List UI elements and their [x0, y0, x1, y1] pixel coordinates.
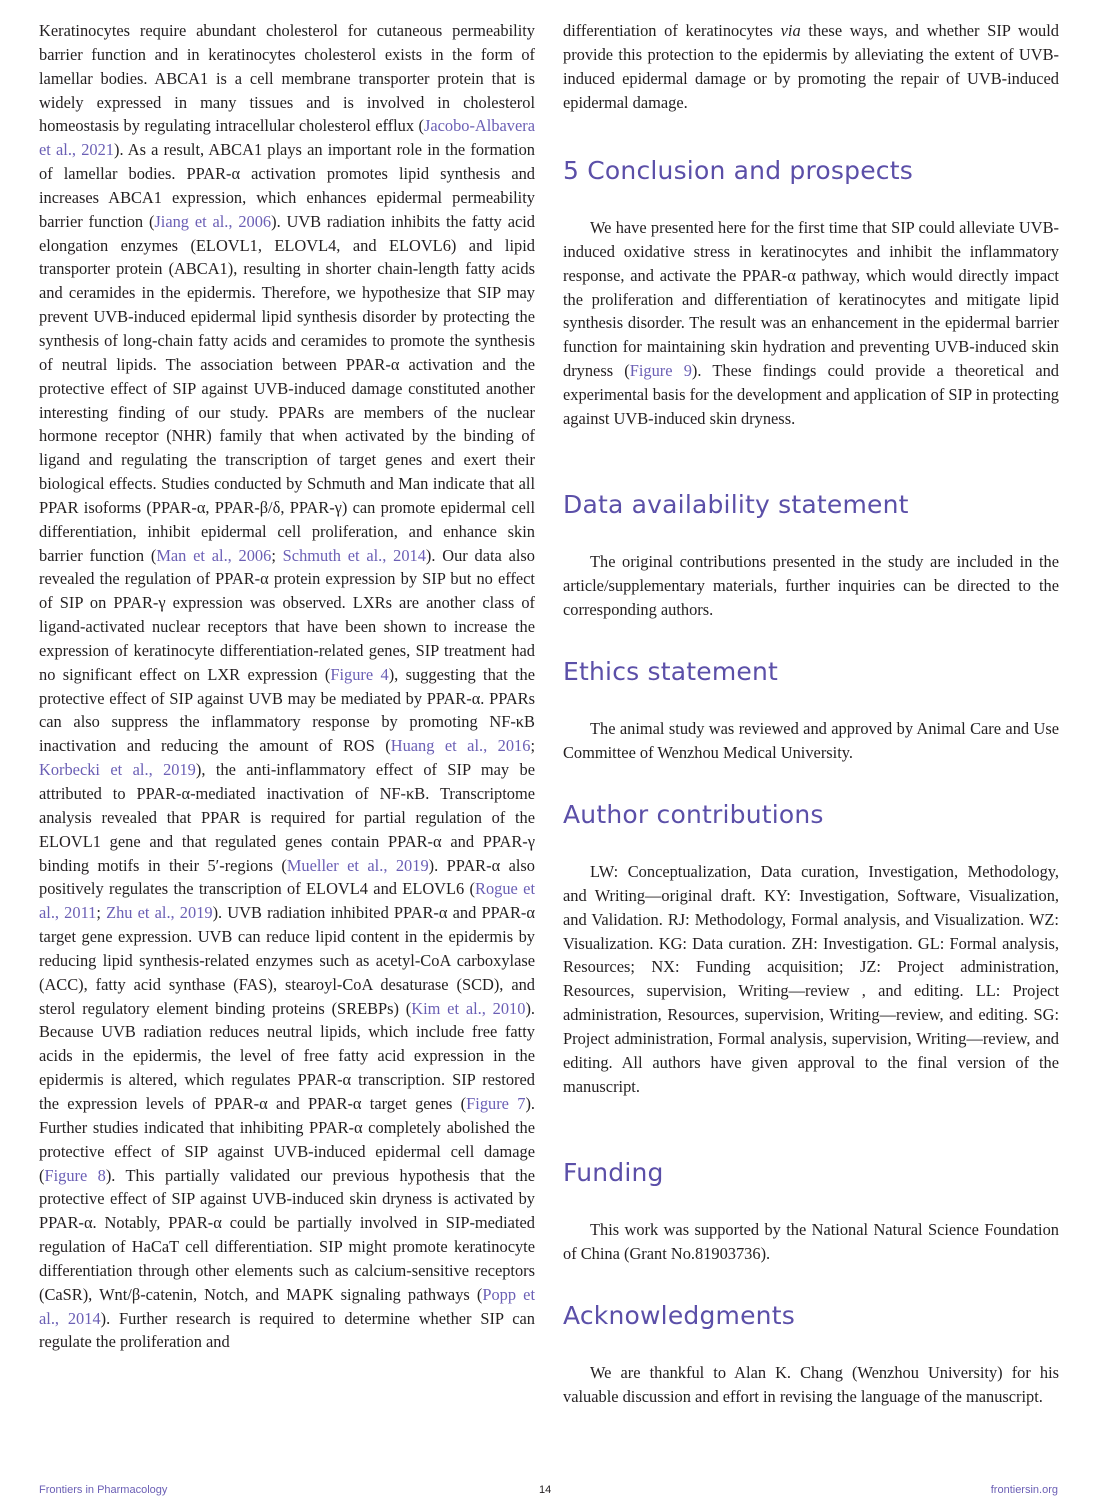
text-span: ). UVB radiation inhibited PPAR-α and PPAR-α target gene expression. UVB can reduce lipid content in the epidermis by reducing lipid synthesis-related enzymes such as acetyl-CoA carboxylase (ACC), fatty acid synthase (FAS), stearoyl-CoA desaturase (SCD), and sterol regulatory element binding proteins (SREBPs) ( [39, 903, 535, 1018]
text-span: ). Further research is required to determine whether SIP can regulate the proliferation and [39, 1308, 535, 1352]
citation-link[interactable]: Zhu et al., 2019 [106, 903, 213, 923]
ethics-paragraph: The animal study was reviewed and approved by Animal Care and Use Committee of Wenzhou Medical University. [563, 719, 1059, 762]
left-column [39, 19, 535, 1354]
citation-link[interactable]: Figure 7 [466, 1093, 526, 1113]
text-span: differentiation of keratinocytes [563, 21, 781, 40]
author-contributions-paragraph: LW: Conceptualization, Data curation, Investigation, Methodology, and Writing—original draft. KY: Investigation, Software, Visualization, and Validation. RJ: Methodology, Formal analysis, and Visualization. WZ: Visualization. KG: Data curation. ZH: Investigation. GL: Formal analysis, Resources; NX: Funding acquisition; JZ: Project administration, Resources, supervision, Writing—review , and editing. LL: Project administration, Resources, supervision, Writing—review, and editing. SG: Project administration, Formal analysis, supervision, Writing—review, and editing. All authors have given approval to the final version of the manuscript. [563, 862, 1059, 1096]
section-heading-conclusion: 5 Conclusion and prospects [563, 156, 913, 185]
citation-link[interactable]: Jiang et al., 2006 [154, 211, 272, 231]
text-span: ). Further studies indicated that inhibiting PPAR-α completely abolished the protective effect of SIP against UVB-induced epidermal cell damage ( [39, 1093, 535, 1185]
section-data-availability [563, 490, 1059, 622]
text-span: ). PPAR-α also positively regulates the transcription of ELOVL4 and ELOVL6 ( [39, 855, 535, 899]
section-author-contributions [563, 800, 1059, 1098]
citation-link[interactable]: Man et al., 2006 [156, 545, 272, 565]
text-span: ). This partially validated our previous hypothesis that the protective effect of SIP against UVB-induced skin dryness is activated by PPAR-α. Notably, PPAR-α could be partially involved in SIP-mediated regulation of HaCaT cell differentiation. SIP might promote keratinocyte differentiation through other elements such as calcium-sensitive receptors (CaSR), Wnt/β-catenin, Notch, and MAPK signaling pathways ( [39, 1165, 535, 1304]
text-span: ). As a result, ABCA1 plays an important role in the formation of lamellar bodies. PPAR-α activation promotes lipid synthesis and increases ABCA1 expression, which enhances epidermal permeability barrier function ( [39, 140, 535, 231]
text-span: Keratinocytes require abundant cholesterol for cutaneous permeability barrier function and in keratinocytes cholesterol exists in the form of lamellar bodies. ABCA1 is a cell membrane transporter protein that is widely expressed in many tissues and is involved in cholesterol homeostasis by regulating intracellular cholesterol efflux ( [39, 21, 535, 136]
text-span: ). UVB radiation inhibits the fatty acid elongation enzymes (ELOVL1, ELOVL4, and ELOVL6) and lipid transporter protein (ABCA1), resulting in shorter chain-length fatty acids and ceramides in the epidermis. Therefore, we hypothesize that SIP may prevent UVB-induced epidermal lipid synthesis disorder by protecting the synthesis of long-chain fatty acids and ceramides to promote the synthesis of neutral lipids. The association between PPAR-α activation and the protective effect of SIP against UVB-induced damage constituted another interesting finding of our study. PPARs are members of the nuclear hormone receptor (NHR) family that when activated by the binding of ligand and regulating the transcription of target genes and exert their biological effects. Studies conducted by Schmuth and Man indicate that all PPAR isoforms (PPAR-α, PPAR-β/δ, PPAR-γ) can promote epidermal cell differentiation, inhibit epidermal cell proliferation, and enhance skin barrier function ( [39, 211, 535, 565]
citation-link[interactable]: Schmuth et al., 2014 [282, 545, 426, 565]
continuation-paragraph [563, 19, 1059, 114]
citation-link[interactable]: Jacobo-Albavera et al., 2021 [39, 116, 535, 160]
italic-via: via [780, 21, 801, 40]
citation-link[interactable]: Huang et al., 2016 [390, 736, 531, 756]
text-span: ; [96, 903, 107, 923]
footer-journal-name: Frontiers in Pharmacology [39, 1484, 168, 1496]
section-funding [563, 1158, 1059, 1266]
footer-site-link[interactable]: frontiersin.org [990, 1484, 1058, 1496]
citation-link-figure-9[interactable]: Figure 9 [629, 361, 692, 381]
text-span: ), the anti-inflammatory effect of SIP may be attributed to PPAR-α-mediated inactivation of NF-κB. Transcriptome analysis revealed that PPAR is required for partial regulation of the ELOVL1 gene and that regulated genes contain PPAR-α and PPAR-γ binding motifs in their 5′-regions ( [39, 760, 535, 875]
data-availability-paragraph: The original contributions presented in the study are included in the article/supplementary materials, further inquiries can be directed to the corresponding authors. [563, 552, 1059, 619]
text-span: these ways, and whether SIP would provide this protection to the epidermis by alleviating the extent of UVB-induced epidermal damage or by promoting the repair of UVB-induced epidermal damage. [563, 21, 1059, 112]
citation-link[interactable]: Korbecki et al., 2019 [39, 760, 196, 780]
section-acknowledgments [563, 1301, 1059, 1409]
citation-link[interactable]: Rogue et al., 2011 [39, 879, 535, 923]
conclusion-paragraph [563, 216, 1059, 431]
footer-page-number: 14 [539, 1484, 552, 1496]
text-span: ). Our data also revealed the regulation of PPAR-α protein expression by SIP but no effect of SIP on PPAR-γ expression was observed. LXRs are another class of ligand-activated nuclear receptors that have been shown to increase the expression of keratinocyte differentiation-related genes, SIP treatment had no significant effect on LXR expression ( [39, 545, 535, 684]
text-span: ). These findings could provide a theoretical and experimental basis for the development and application of SIP in protecting against UVB-induced skin dryness. [563, 361, 1059, 428]
text-span: ). Because UVB radiation reduces neutral lipids, which include free fatty acids in the epidermis, the level of free fatty acid expression in the epidermis is altered, which regulates PPAR-α transcription. SIP restored the expression levels of PPAR-α and PPAR-α target genes ( [39, 998, 535, 1113]
text-span: ; [530, 736, 536, 756]
section-heading-author-contributions: Author contributions [563, 800, 824, 829]
citation-link[interactable]: Popp et al., 2014 [39, 1284, 535, 1328]
citation-link[interactable]: Kim et al., 2010 [411, 998, 526, 1018]
text-span: We have presented here for the first time that SIP could alleviate UVB-induced oxidative stress in keratinocytes and inhibit the inflammatory response, and activate the PPAR-α pathway, which would directly impact the proliferation and differentiation of keratinocytes and mitigate lipid synthesis disorder. The result was an enhancement in the epidermal barrier function for maintaining skin hydration and preventing UVB-induced skin dryness ( [563, 218, 1059, 381]
citation-link[interactable]: Figure 8 [44, 1165, 106, 1185]
section-heading-data-availability: Data availability statement [563, 490, 909, 519]
section-conclusion [563, 156, 1059, 431]
discussion-continuation [563, 19, 1059, 114]
text-span: ; [271, 545, 283, 565]
acknowledgments-paragraph: We are thankful to Alan K. Chang (Wenzhou University) for his valuable discussion and effort in revising the language of the manuscript. [563, 1363, 1059, 1406]
page-footer [39, 1484, 1058, 1494]
section-heading-ethics: Ethics statement [563, 657, 779, 686]
section-heading-funding: Funding [563, 1158, 664, 1187]
funding-paragraph: This work was supported by the National Natural Science Foundation of China (Grant No.81903736). [563, 1220, 1059, 1263]
discussion-paragraph [39, 19, 535, 1354]
text-span: ), suggesting that the protective effect of SIP against UVB may be mediated by PPAR-α. PPARs can also suppress the inflammatory response by promoting NF-κB inactivation and reducing the amount of ROS ( [39, 664, 535, 756]
citation-link[interactable]: Mueller et al., 2019 [286, 855, 429, 875]
citation-link[interactable]: Figure 4 [330, 664, 389, 684]
section-heading-acknowledgments: Acknowledgments [563, 1301, 795, 1330]
section-ethics [563, 657, 1059, 765]
